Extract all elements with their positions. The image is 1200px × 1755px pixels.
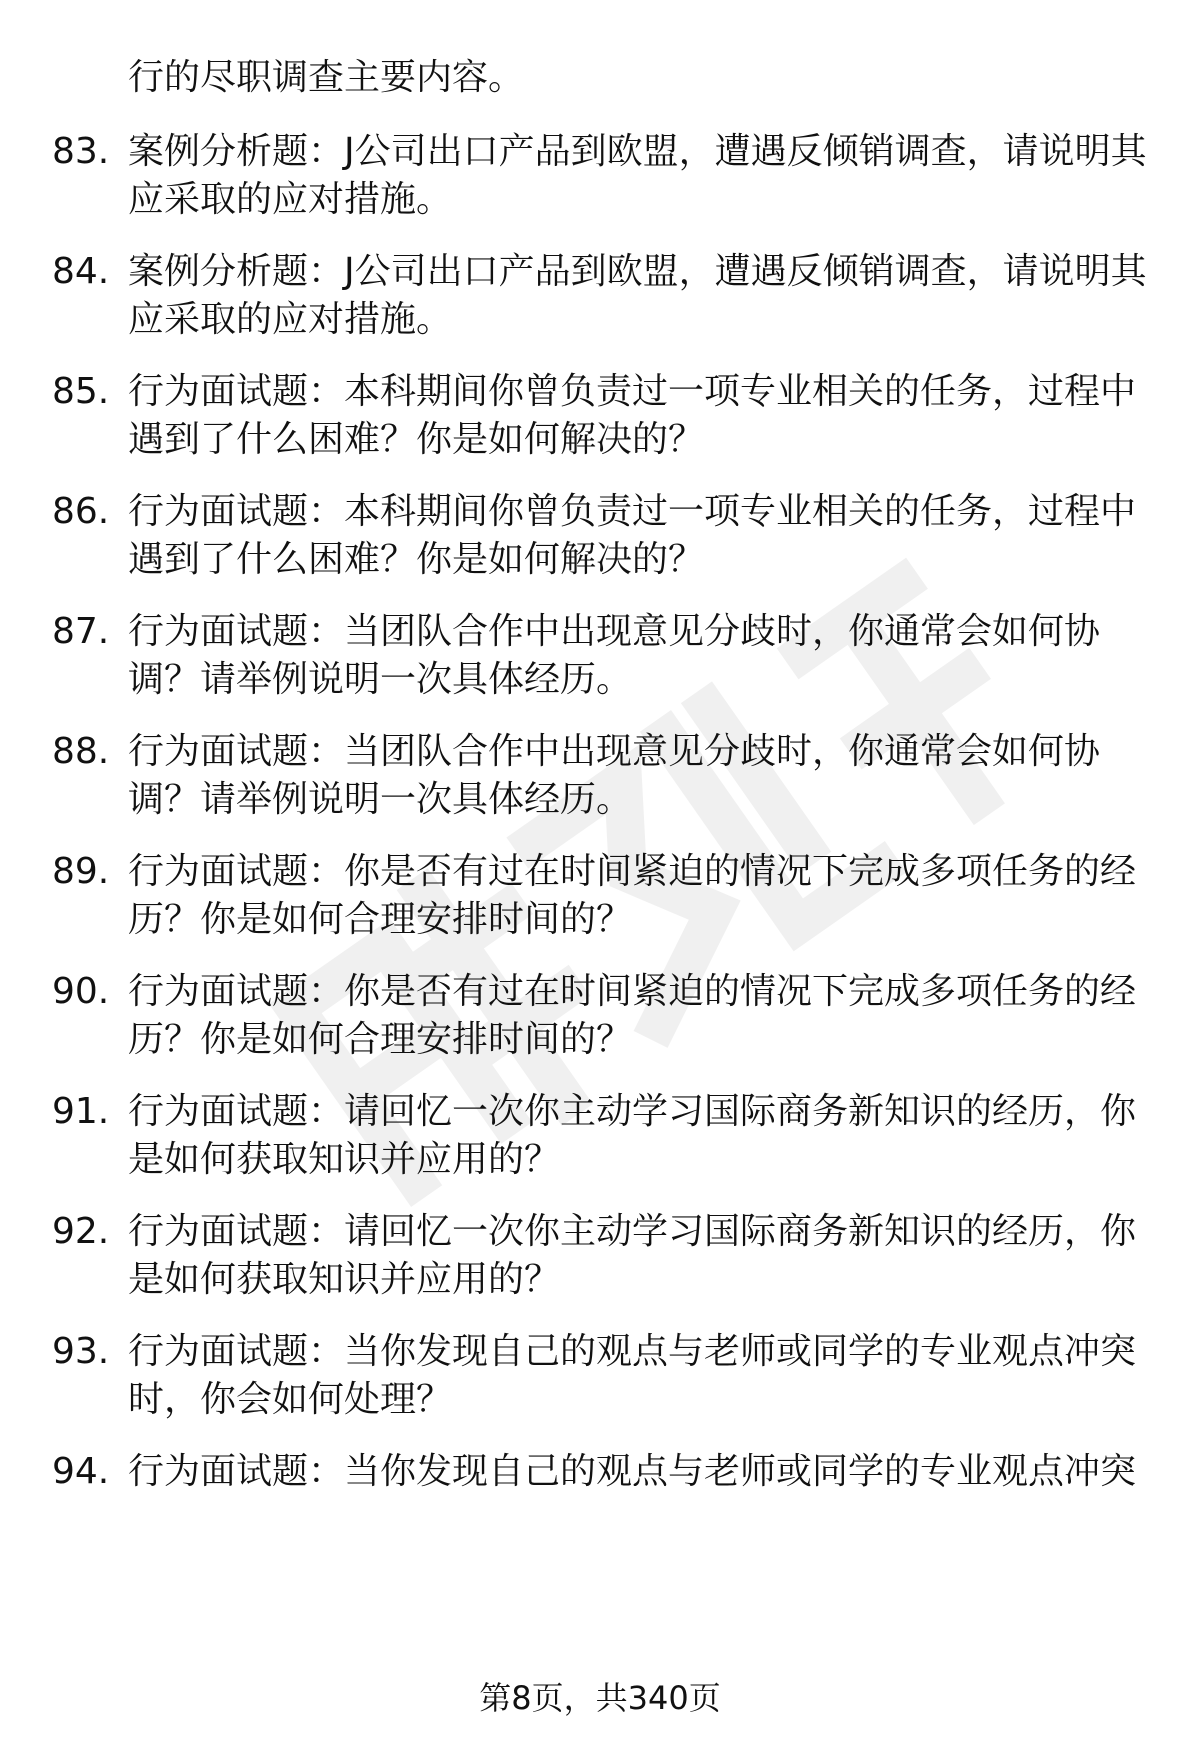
- question-text-line: 行为面试题：你是否有过在时间紧迫的情况下完成多项任务的经: [128, 971, 1137, 1012]
- question-text-line: 行为面试题：本科期间你曾负责过一项专业相关的任务，过程中: [128, 371, 1137, 412]
- question-text-line: 行为面试题：当你发现自己的观点与老师或同学的专业观点冲突: [128, 1331, 1137, 1372]
- question-text-line: 应采取的应对措施。: [128, 299, 453, 340]
- question-number: 90.: [52, 971, 110, 1012]
- question-text-line: 行为面试题：请回忆一次你主动学习国际商务新知识的经历，你: [128, 1211, 1137, 1252]
- question-text-line: 行为面试题：请回忆一次你主动学习国际商务新知识的经历，你: [128, 1091, 1137, 1132]
- question-text-line: 应采取的应对措施。: [128, 179, 453, 220]
- question-text-line: 行的尽职调查主要内容。: [128, 57, 525, 98]
- question-text-line: 案例分析题：J公司出口产品到欧盟，遭遇反倾销调查，请说明其: [128, 251, 1147, 292]
- question-text-line: 是如何获取知识并应用的？: [128, 1259, 561, 1300]
- question-text-line: 行为面试题：你是否有过在时间紧迫的情况下完成多项任务的经: [128, 851, 1137, 892]
- question-number: 92.: [52, 1211, 110, 1252]
- question-number: 84.: [52, 251, 110, 292]
- question-text-line: 行为面试题：当你发现自己的观点与老师或同学的专业观点冲突: [128, 1451, 1137, 1492]
- question-text-line: 行为面试题：当团队合作中出现意见分歧时，你通常会如何协: [128, 611, 1101, 652]
- question-number: 91.: [52, 1091, 110, 1132]
- question-text-line: 是如何获取知识并应用的？: [128, 1139, 561, 1180]
- question-number: 89.: [52, 851, 110, 892]
- question-number: 87.: [52, 611, 110, 652]
- question-text-line: 行为面试题：当团队合作中出现意见分歧时，你通常会如何协: [128, 731, 1101, 772]
- question-text-line: 调？请举例说明一次具体经历。: [128, 779, 633, 820]
- question-number: 88.: [52, 731, 110, 772]
- question-number: 83.: [52, 131, 110, 172]
- question-text-line: 案例分析题：J公司出口产品到欧盟，遭遇反倾销调查，请说明其: [128, 131, 1147, 172]
- question-text-line: 历？你是如何合理安排时间的？: [128, 899, 633, 940]
- question-text-line: 遇到了什么困难？你是如何解决的？: [128, 419, 705, 460]
- question-text-line: 历？你是如何合理安排时间的？: [128, 1019, 633, 1060]
- question-number: 86.: [52, 491, 110, 532]
- question-number: 94.: [52, 1451, 110, 1492]
- question-number: 93.: [52, 1331, 110, 1372]
- question-text-line: 时，你会如何处理？: [128, 1379, 453, 1420]
- question-text-line: 行为面试题：本科期间你曾负责过一项专业相关的任务，过程中: [128, 491, 1137, 532]
- question-text-line: 遇到了什么困难？你是如何解决的？: [128, 539, 705, 580]
- question-number: 85.: [52, 371, 110, 412]
- page-number: 第8页，共340页: [479, 1679, 721, 1717]
- question-text-line: 调？请举例说明一次具体经历。: [128, 659, 633, 700]
